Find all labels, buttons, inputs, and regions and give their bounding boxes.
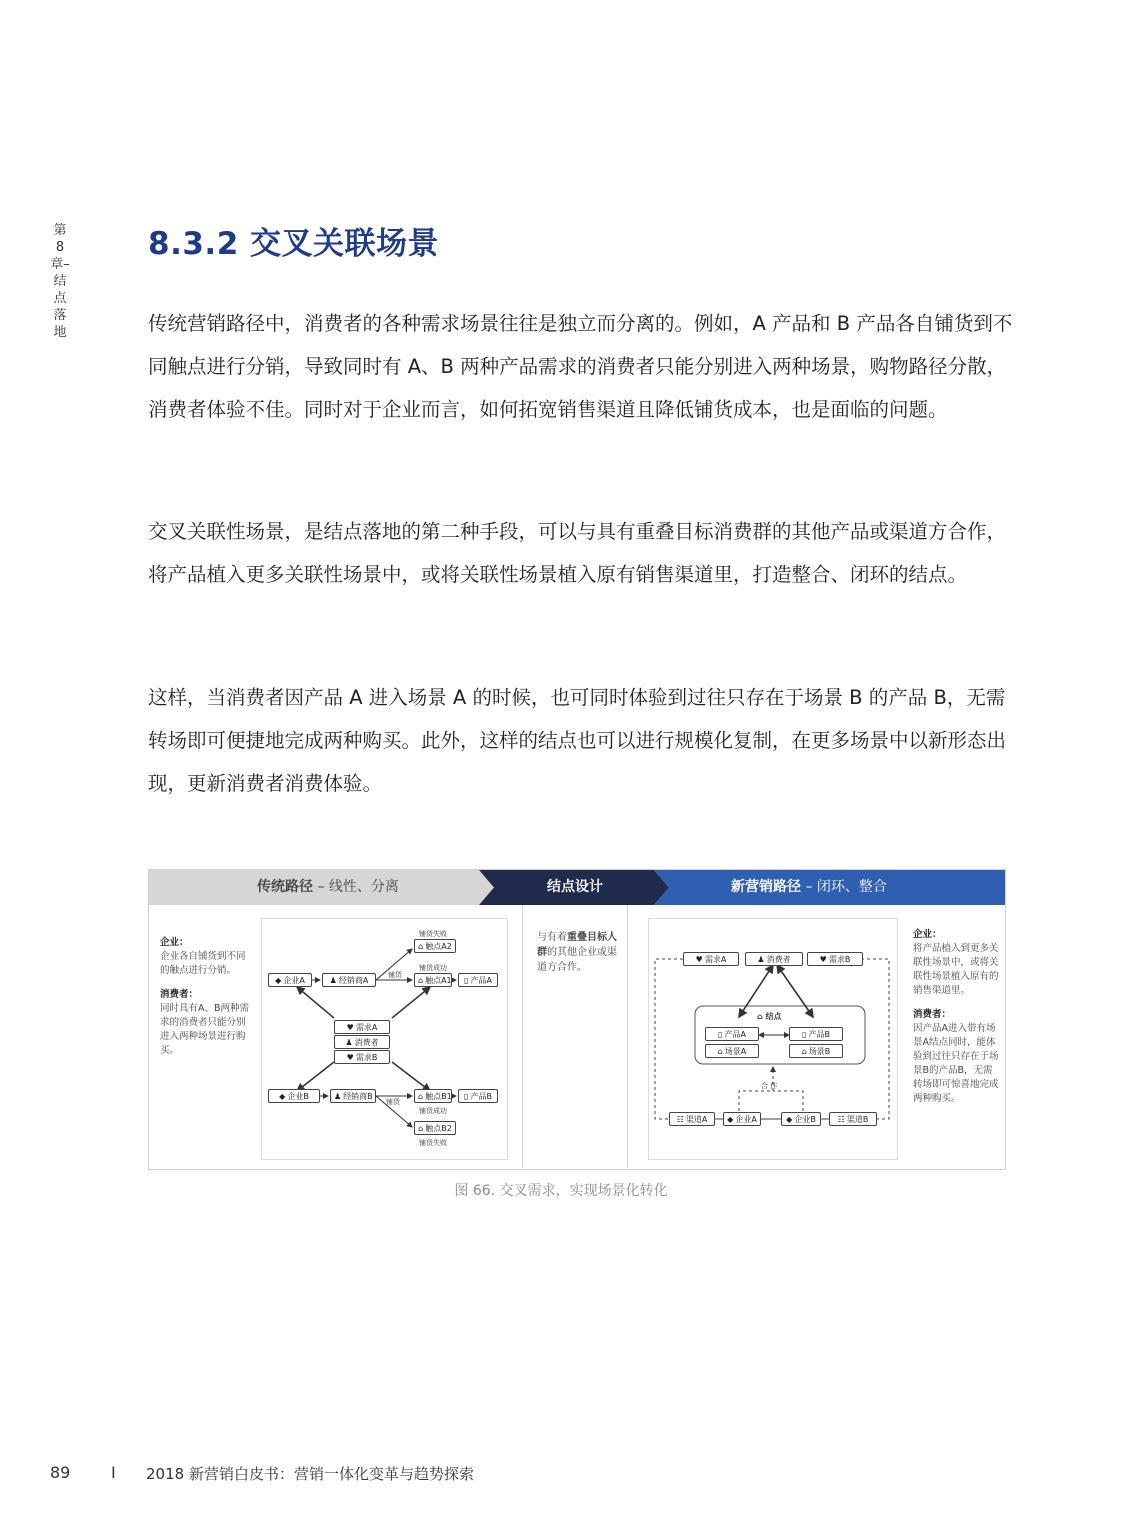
figure-header-band — [149, 870, 1005, 905]
people-icon: ♟ — [345, 1038, 353, 1047]
shop-icon: ⌂ — [757, 1012, 763, 1021]
node-product-a: ▯ 产品A — [458, 973, 498, 987]
divider-1 — [522, 905, 523, 1168]
bag-icon: ▯ — [718, 1030, 723, 1039]
label-node: ⌂ 结点 — [757, 1012, 782, 1021]
heart-icon: ♥ — [346, 1053, 354, 1062]
node-product-b: ▯ 产品B — [789, 1027, 843, 1041]
node-channel-b: ☷ 渠道B — [829, 1112, 877, 1126]
shop-icon: ⌂ — [418, 942, 424, 951]
node-channel-a: ☷ 渠道A — [669, 1112, 715, 1126]
label-fail-a: 铺货失败 — [419, 930, 447, 938]
left-note: 企业： 企业各自铺货到不同的触点进行分销。 消费者： 同时具有A、B两种需求的消费者只能分别进入两种场景进行购买。 — [160, 937, 250, 1056]
bag-icon: ▯ — [802, 1030, 807, 1039]
label-stock-a: 铺货 — [388, 971, 402, 979]
traditional-diagram — [261, 918, 508, 1160]
header-node-design: 结点设计 — [547, 879, 603, 895]
node-company-b: ◆ 企业B — [781, 1112, 821, 1126]
heart-icon: ♥ — [819, 955, 827, 964]
node-need-a: ♥ 需求A — [683, 952, 739, 966]
shop-icon: ⌂ — [418, 976, 424, 985]
footer-separator: I — [111, 1463, 116, 1482]
heart-icon: ♥ — [346, 1023, 354, 1032]
node-scene-a: ⌂ 场景A — [705, 1044, 759, 1058]
network-icon: ☷ — [837, 1115, 845, 1124]
tag-icon: ◆ — [786, 1115, 793, 1124]
shop-icon: ⌂ — [418, 1092, 424, 1101]
footer-title: 2018 新营销白皮书：营销一体化变革与趋势探索 — [146, 1465, 474, 1483]
figure-caption: 图 66. 交叉需求，实现场景化转化 — [454, 1183, 668, 1199]
node-need-b: ♥ 需求B — [334, 1050, 390, 1064]
paragraph-2: 交叉关联性场景，是结点落地的第二种手段，可以与具有重叠目标消费群的其他产品或渠道方合作，将产品植入更多关联性场景中，或将关联性场景植入原有销售渠道里，打造整合、闭环的结点。 — [148, 520, 1007, 586]
node-touch-b1: ⌂ 触点B1 — [414, 1089, 452, 1103]
right-note: 企业： 将产品植入到更多关联性场景中，或将关联性场景植入原有的销售渠道里。 消费者： 因产品A进入带有场景A结点同时，能体验到过往只存在于场景B的产品B，无需转场即可惊喜地完成两种购买。 — [913, 929, 999, 1104]
node-dealer-a: ♟ 经销商A — [322, 973, 376, 987]
node-company-a: ◆ 企业A — [723, 1112, 761, 1126]
header-new-path: 新营销路径 – 闭环、整合 — [731, 879, 887, 895]
label-stock-b: 铺货 — [386, 1098, 400, 1106]
shop-icon: ⌂ — [717, 1047, 723, 1056]
paragraph-1: 传统营销路径中，消费者的各种需求场景往往是独立而分离的。例如，A 产品和 B 产品各自铺货到不同触点进行分销，导致同时有 A、B 两种产品需求的消费者只能分别进入两种场景，购物路径分散，消费者体验不佳。同时对于企业而言，如何拓宽销售渠道且降低铺货成本，也是面临的问题。 — [148, 312, 1013, 421]
people-icon: ♟ — [757, 955, 765, 964]
node-company-a: ◆ 企业A — [268, 973, 312, 987]
node-touch-b2: ⌂ 触点B2 — [414, 1121, 456, 1135]
figure-cross-demand — [148, 869, 1006, 1170]
tag-icon: ◆ — [279, 1092, 286, 1101]
node-consumer: ♟ 消费者 — [745, 952, 803, 966]
node-need-a: ♥ 需求A — [334, 1020, 390, 1034]
node-product-b: ▯ 产品B — [458, 1089, 498, 1103]
label-fail-b: 铺货失败 — [419, 1139, 447, 1147]
node-scene-b: ⌂ 场景B — [789, 1044, 843, 1058]
node-need-b: ♥ 需求B — [807, 952, 863, 966]
label-success-a: 铺货成功 — [419, 964, 447, 972]
tag-icon: ◆ — [727, 1115, 734, 1124]
tag-icon: ◆ — [275, 976, 282, 985]
new-path-diagram — [648, 918, 898, 1160]
divider-2 — [627, 905, 628, 1168]
mid-note: 与有着重叠目标人群的其他企业或渠道方合作。 — [537, 932, 617, 973]
shop-icon: ⌂ — [418, 1124, 424, 1133]
label-success-b: 铺货成功 — [419, 1107, 447, 1115]
label-cooperate: 合 作 — [761, 1082, 778, 1090]
group-icon: ♟ — [329, 976, 337, 985]
node-touch-a1: ⌂ 触点A1 — [414, 973, 452, 987]
node-product-a: ▯ 产品A — [705, 1027, 759, 1041]
page-number: 89 — [50, 1463, 71, 1482]
chapter-side-label: 第8章–结点落地 — [50, 223, 70, 340]
heart-icon: ♥ — [695, 955, 703, 964]
header-traditional: 传统路径 – 线性、分离 — [257, 879, 399, 895]
node-dealer-b: ♟ 经销商B — [330, 1089, 376, 1103]
node-company-b: ◆ 企业B — [268, 1089, 320, 1103]
section-heading: 8.3.2 交叉关联场景 — [148, 226, 440, 262]
paragraph-3: 这样，当消费者因产品 A 进入场景 A 的时候，也可同时体验到过往只存在于场景 B 的产品 B，无需转场即可便捷地完成两种购买。此外，这样的结点也可以进行规模化复制，在更多场景中以新形态出现，更新消费者消费体验。 — [148, 686, 1007, 795]
shop-icon: ⌂ — [801, 1047, 807, 1056]
group-icon: ♟ — [334, 1092, 342, 1101]
bag-icon: ▯ — [464, 1092, 469, 1101]
node-touch-a2: ⌂ 触点A2 — [414, 939, 456, 953]
node-consumer: ♟ 消费者 — [334, 1035, 390, 1049]
bag-icon: ▯ — [464, 976, 469, 985]
network-icon: ☷ — [676, 1115, 684, 1124]
